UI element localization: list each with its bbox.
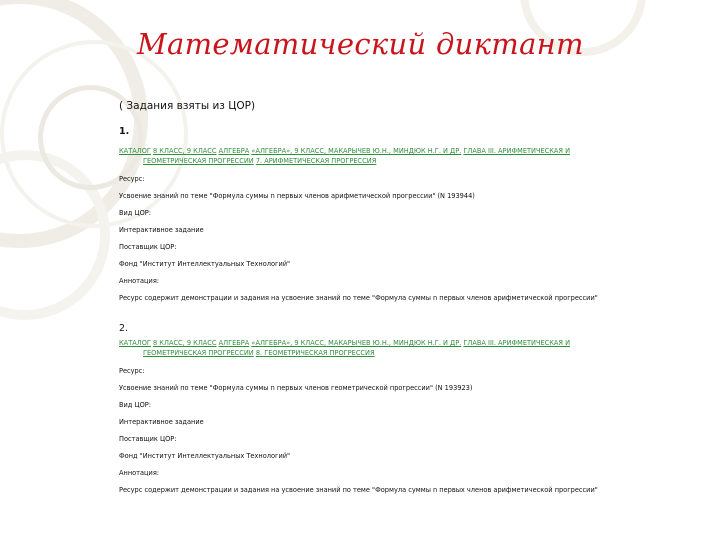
breadcrumb-link-topic[interactable]: 7. АРИФМЕТИЧЕСКАЯ ПРОГРЕССИЯ: [255, 156, 377, 165]
breadcrumb-link-subject[interactable]: АЛГЕБРА: [218, 339, 250, 347]
annotation-text: Ресурс содержит демонстрации и задания на усвоение знаний по теме "Формула суммы n первых членов арифметической прогрессии": [119, 294, 598, 302]
resource-type-value: Интерактивное задание: [119, 418, 204, 426]
provider-label: Поставщик ЦОР:: [119, 435, 177, 443]
breadcrumb-link-catalog[interactable]: КАТАЛОГ: [119, 339, 151, 347]
task-number: 2.: [119, 323, 129, 334]
source-note: ( Задания взяты из ЦОР): [119, 100, 256, 112]
breadcrumb-link-textbook[interactable]: «АЛГЕБРА», 9 КЛАСС, МАКАРЫЧЕВ Ю.Н., МИНДЮК Н.Г. И ДР.: [251, 147, 462, 155]
breadcrumb-link-grades[interactable]: 8 КЛАСС, 9 КЛАСС: [153, 147, 217, 155]
resource-title: Усвоение знаний по теме "Формула суммы n первых членов арифметической прогрессии" (N 193944): [119, 192, 475, 200]
resource-label: Ресурс:: [119, 367, 145, 375]
task-number: 1.: [119, 126, 130, 137]
breadcrumb-link-topic[interactable]: 8. ГЕОМЕТРИЧЕСКАЯ ПРОГРЕССИЯ: [255, 348, 375, 357]
breadcrumb-link-subject[interactable]: АЛГЕБРА: [218, 147, 250, 155]
task-block: [119, 323, 609, 495]
breadcrumb: [119, 339, 609, 358]
page-title: Математический диктант: [137, 27, 584, 61]
provider-value: Фонд "Институт Интеллектуальных Технологий": [119, 452, 291, 460]
task-block: [119, 126, 609, 303]
slide-content: [119, 100, 609, 503]
breadcrumb: [119, 147, 609, 166]
annotation-text: Ресурс содержит демонстрации и задания на усвоение знаний по теме "Формула суммы n первых членов арифметической прогрессии": [119, 486, 598, 494]
resource-type-label: Вид ЦОР:: [119, 401, 151, 409]
annotation-label: Аннотация:: [119, 469, 160, 477]
resource-label: Ресурс:: [119, 175, 145, 183]
resource-type-label: Вид ЦОР:: [119, 209, 151, 217]
provider-value: Фонд "Институт Интеллектуальных Технологий": [119, 260, 291, 268]
resource-type-value: Интерактивное задание: [119, 226, 204, 234]
annotation-label: Аннотация:: [119, 277, 160, 285]
breadcrumb-link-catalog[interactable]: КАТАЛОГ: [119, 147, 151, 155]
breadcrumb-link-chapter[interactable]: ГЛАВА III. АРИФМЕТИЧЕСКАЯ И ГЕОМЕТРИЧЕСКАЯ ПРОГРЕССИИ: [143, 339, 571, 357]
breadcrumb-link-chapter[interactable]: ГЛАВА III. АРИФМЕТИЧЕСКАЯ И ГЕОМЕТРИЧЕСКАЯ ПРОГРЕССИИ: [143, 147, 571, 165]
breadcrumb-link-textbook[interactable]: «АЛГЕБРА», 9 КЛАСС, МАКАРЫЧЕВ Ю.Н., МИНДЮК Н.Г. И ДР.: [251, 339, 462, 347]
provider-label: Поставщик ЦОР:: [119, 243, 177, 251]
breadcrumb-link-grades[interactable]: 8 КЛАСС, 9 КЛАСС: [153, 339, 217, 347]
resource-title: Усвоение знаний по теме "Формула суммы n первых членов геометрической прогрессии" (N 193923): [119, 384, 473, 392]
